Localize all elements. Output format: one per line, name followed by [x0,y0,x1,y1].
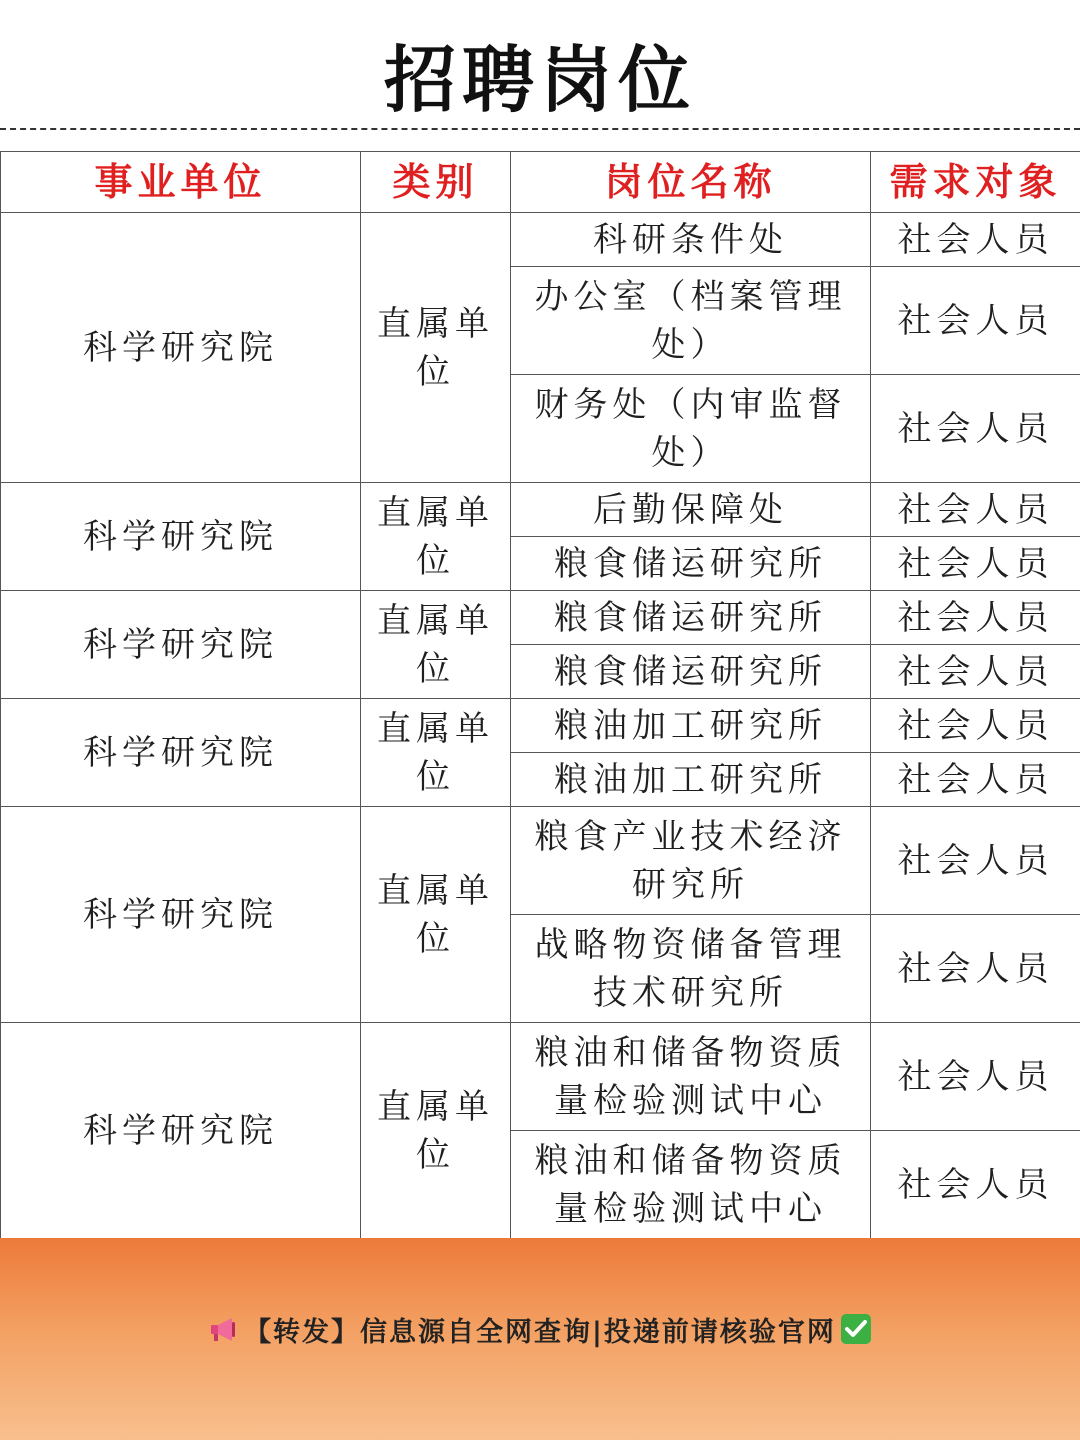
header-unit: 事业单位 [1,152,361,213]
target-cell: 社会人员 [871,483,1080,537]
unit-cell: 科学研究院 [1,807,361,1023]
header-position: 岗位名称 [511,152,871,213]
recruitment-table [0,151,1080,1239]
position-cell: 粮食储运研究所 [511,537,871,591]
table-row [1,807,1080,915]
target-cell: 社会人员 [871,1131,1080,1239]
target-cell: 社会人员 [871,915,1080,1023]
position-cell: 粮食储运研究所 [511,591,871,645]
megaphone-icon [208,1313,240,1345]
target-cell: 社会人员 [871,591,1080,645]
unit-cell: 科学研究院 [1,1023,361,1239]
dashed-divider [0,128,1080,130]
unit-cell: 科学研究院 [1,483,361,591]
unit-cell: 科学研究院 [1,699,361,807]
check-mark-icon [840,1313,872,1345]
table-row [1,483,1080,537]
footer-banner [0,1238,1080,1440]
position-cell: 粮油和储备物资质量检验测试中心 [511,1023,871,1131]
position-cell: 后勤保障处 [511,483,871,537]
position-cell: 战略物资储备管理技术研究所 [511,915,871,1023]
target-cell: 社会人员 [871,699,1080,753]
target-cell: 社会人员 [871,753,1080,807]
position-cell: 粮油加工研究所 [511,699,871,753]
target-cell: 社会人员 [871,1023,1080,1131]
target-cell: 社会人员 [871,213,1080,267]
target-cell: 社会人员 [871,645,1080,699]
position-cell: 粮食储运研究所 [511,645,871,699]
unit-cell: 科学研究院 [1,213,361,483]
target-cell: 社会人员 [871,375,1080,483]
footer-text: 【转发】信息源自全网查询|投递前请核验官网 [244,1316,836,1348]
position-cell: 粮油加工研究所 [511,753,871,807]
table-row [1,1023,1080,1131]
target-cell: 社会人员 [871,807,1080,915]
table-row [1,591,1080,645]
category-cell: 直属单位 [361,807,511,1023]
table-header-row [1,152,1080,213]
header-target: 需求对象 [871,152,1080,213]
footer-notice [0,1304,1080,1354]
position-cell: 办公室（档案管理处） [511,267,871,375]
table-row [1,699,1080,753]
position-cell: 粮食产业技术经济研究所 [511,807,871,915]
position-cell: 科研条件处 [511,213,871,267]
unit-cell: 科学研究院 [1,591,361,699]
page-title: 招聘岗位 [383,38,696,122]
target-cell: 社会人员 [871,267,1080,375]
target-cell: 社会人员 [871,537,1080,591]
header-category: 类别 [361,152,511,213]
category-cell: 直属单位 [361,699,511,807]
table-row [1,213,1080,267]
category-cell: 直属单位 [361,483,511,591]
category-cell: 直属单位 [361,213,511,483]
category-cell: 直属单位 [361,591,511,699]
category-cell: 直属单位 [361,1023,511,1239]
position-cell: 粮油和储备物资质量检验测试中心 [511,1131,871,1239]
position-cell: 财务处（内审监督处） [511,375,871,483]
